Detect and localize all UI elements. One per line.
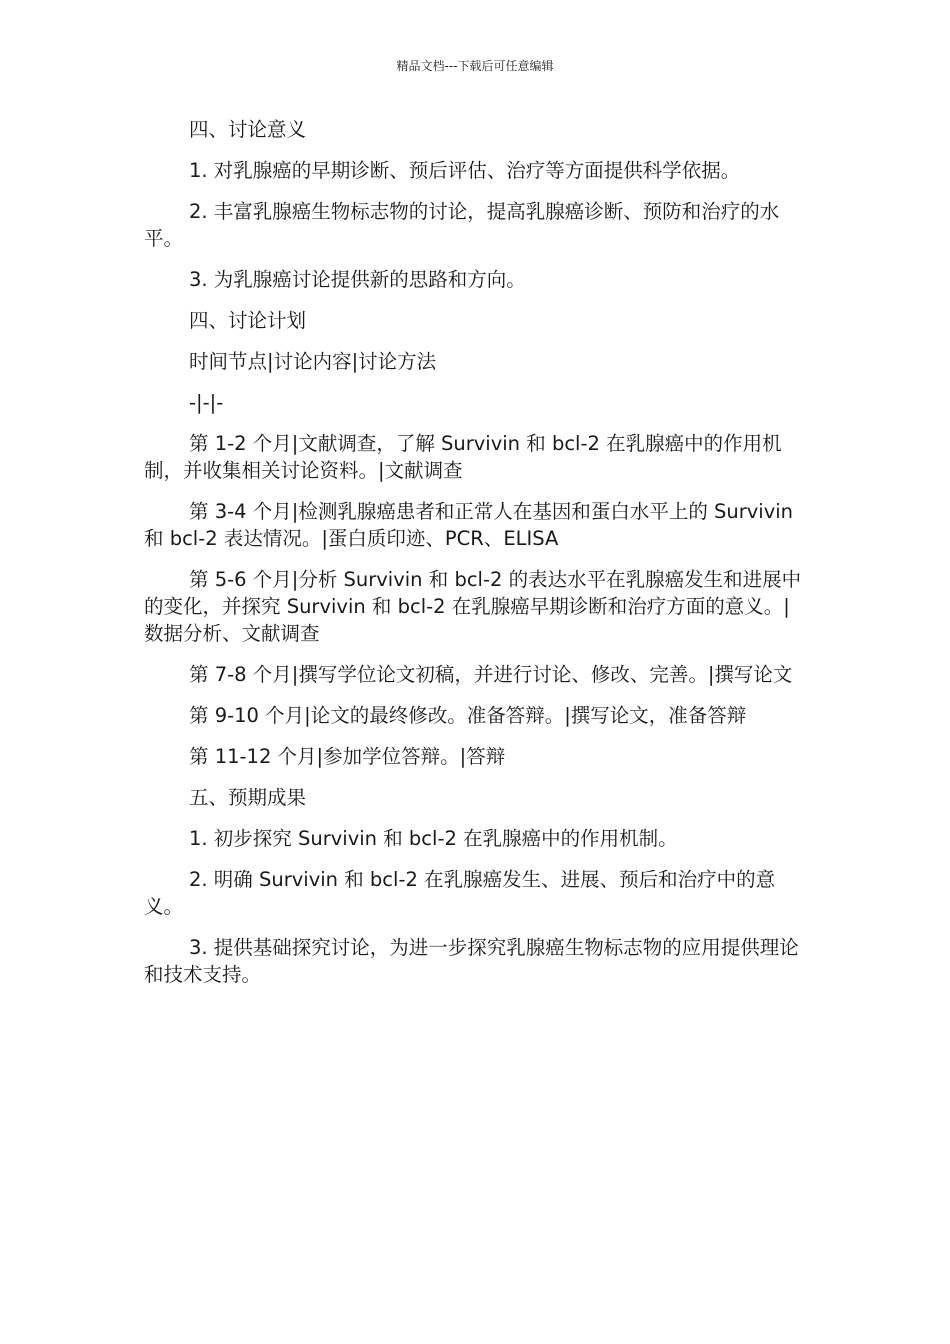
plan-table-separator: -|-|- (189, 391, 224, 414)
plan-row-month-3-4: 第 3-4 个月|检测乳腺癌患者和正常人在基因和蛋白水平上的 Survivin 和 bcl-2 表达情况。|蛋白质印迹、PCR、ELISA (144, 500, 794, 550)
significance-item-1: 1. 对乳腺癌的早期诊断、预后评估、治疗等方面提供科学依据。 (189, 159, 741, 182)
document-body (144, 116, 808, 1002)
plan-row-month-9-10: 第 9-10 个月|论文的最终修改。准备答辩。|撰写论文，准备答辩 (189, 704, 747, 727)
plan-row-month-5-6: 第 5-6 个月|分析 Survivin 和 bcl-2 的表达水平在乳腺癌发生和进展中的变化，并探究 Survivin 和 bcl-2 在乳腺癌早期诊断和治疗方面的意义。|数据分析、文献调查 (144, 568, 802, 645)
section-heading-outcomes: 五、预期成果 (189, 786, 307, 809)
plan-row-month-1-2: 第 1-2 个月|文献调查，了解 Survivin 和 bcl-2 在乳腺癌中的作用机制，并收集相关讨论资料。|文献调查 (144, 432, 782, 482)
page-header: 精品文档---下载后可任意编辑 (396, 59, 554, 73)
outcome-item-1: 1. 初步探究 Survivin 和 bcl-2 在乳腺癌中的作用机制。 (189, 827, 678, 850)
section-heading-plan: 四、讨论计划 (189, 309, 307, 332)
section-heading-significance: 四、讨论意义 (189, 118, 307, 141)
outcome-item-2: 2. 明确 Survivin 和 bcl-2 在乳腺癌发生、进展、预后和治疗中的意义。 (144, 868, 776, 918)
plan-table-header: 时间节点|讨论内容|讨论方法 (189, 350, 437, 373)
significance-item-3: 3. 为乳腺癌讨论提供新的思路和方向。 (189, 268, 526, 291)
plan-row-month-11-12: 第 11-12 个月|参加学位答辩。|答辩 (189, 745, 506, 768)
outcome-item-3: 3. 提供基础探究讨论，为进一步探究乳腺癌生物标志物的应用提供理论和技术支持。 (144, 936, 799, 986)
significance-item-2: 2. 丰富乳腺癌生物标志物的讨论，提高乳腺癌诊断、预防和治疗的水平。 (144, 200, 780, 250)
plan-row-month-7-8: 第 7-8 个月|撰写学位论文初稿，并进行讨论、修改、完善。|撰写论文 (189, 663, 793, 686)
